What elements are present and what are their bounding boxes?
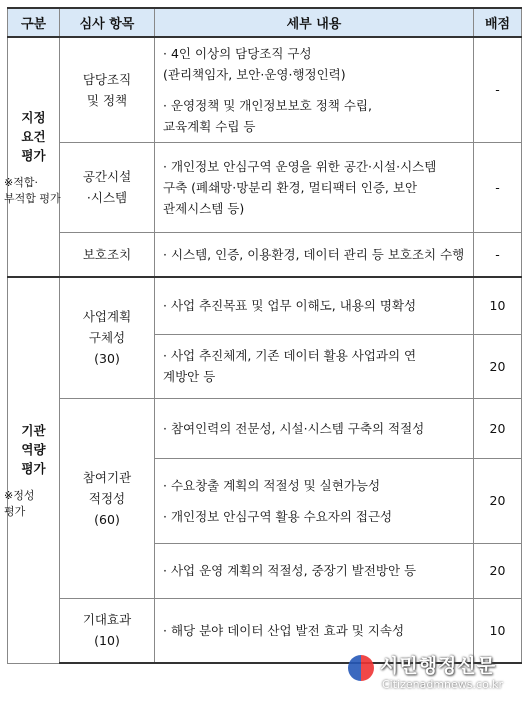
header-details: 세부 내용	[155, 8, 474, 37]
score-cell: 20	[474, 543, 522, 598]
header-review-item: 심사 항목	[60, 8, 155, 37]
detail-cell	[155, 543, 474, 598]
detail-line: · 4인 이상의 담당조직 구성	[163, 45, 312, 61]
detail-line: 관제시스템 등)	[163, 200, 245, 216]
category-title-line: 지정	[21, 109, 46, 125]
category-title-line: 평가	[21, 147, 46, 163]
detail-line: 구축 (폐쇄망·망분리 환경, 멀티팩터 인증, 보안	[163, 179, 418, 195]
table-row	[8, 277, 522, 334]
review-item-cell	[60, 398, 155, 598]
detail-line: · 시스템, 인증, 이용환경, 데이터 관리 등 보호조치 수행	[163, 246, 465, 262]
detail-line: · 참여인력의 전문성, 시설·시스템 구축의 적절성	[163, 420, 425, 436]
review-item-line: 적정성	[88, 490, 126, 506]
detail-line: 계방안 등	[163, 369, 216, 384]
header-score: 배점	[474, 8, 522, 37]
category-note-line: ※적합·	[4, 175, 38, 189]
category-title-line: 평가	[21, 460, 46, 476]
category-cell	[4, 277, 60, 663]
evaluation-table-container	[4, 7, 521, 699]
score-cell: -	[474, 37, 522, 142]
score-cell: 20	[474, 398, 522, 458]
table-row	[8, 37, 522, 142]
score-cell: 10	[474, 598, 522, 663]
review-item-line: 및 정책	[86, 92, 128, 108]
detail-cell	[155, 398, 474, 458]
table-row	[8, 232, 522, 277]
publisher-url: Citizenadmnews.co.kr	[382, 678, 503, 691]
category-title	[8, 421, 59, 478]
review-item-line: (60)	[94, 511, 120, 527]
detail-cell	[155, 37, 474, 142]
detail-line: · 사업 추진목표 및 업무 이해도, 내용의 명확성	[163, 298, 417, 314]
review-item-cell	[60, 37, 155, 142]
publisher-logo-icon	[348, 655, 374, 681]
score-cell: -	[474, 232, 522, 277]
review-item-line: 사업계획	[82, 309, 132, 325]
review-item-line: 공간시설	[82, 169, 132, 184]
category-note-line: ※정성	[4, 488, 35, 502]
detail-cell	[155, 334, 474, 398]
score-cell: 20	[474, 334, 522, 398]
review-item-line: (10)	[94, 633, 120, 649]
review-item-line: (30)	[94, 351, 120, 367]
detail-cell	[155, 142, 474, 232]
detail-line: · 사업 운영 계획의 적절성, 중장기 발전방안 등	[163, 563, 417, 578]
category-title	[8, 108, 59, 165]
review-item-line: 구체성	[88, 330, 126, 346]
evaluation-criteria-table	[4, 7, 522, 664]
table-row	[8, 142, 522, 232]
category-note-line: 부적합 평가	[4, 191, 61, 205]
detail-line: · 수요창출 계획의 적절성 및 실현가능성	[163, 477, 381, 493]
score-cell: 20	[474, 458, 522, 543]
category-note-line: 평가	[4, 504, 26, 518]
category-title-line: 기관	[21, 422, 46, 438]
header-category: 구분	[8, 8, 60, 37]
detail-cell	[155, 277, 474, 334]
category-title-line: 요건	[21, 128, 46, 144]
review-item-line: 참여기관	[82, 469, 132, 485]
score-cell: -	[474, 142, 522, 232]
review-item-cell	[60, 277, 155, 398]
publisher-name: 시민행정신문	[380, 655, 497, 677]
category-title-line: 역량	[21, 441, 46, 457]
detail-cell	[155, 232, 474, 277]
detail-line: · 개인정보 안심구역 활용 수요자의 접근성	[163, 508, 393, 524]
detail-line: · 사업 추진체계, 기존 데이터 활용 사업과의 연	[163, 348, 417, 363]
category-note	[4, 488, 59, 520]
publisher-watermark	[346, 645, 521, 699]
review-item-cell	[60, 598, 155, 663]
review-item-line: 기대효과	[82, 612, 132, 628]
review-item-line: 담당조직	[82, 71, 132, 87]
category-note	[4, 175, 59, 207]
review-item-cell	[60, 142, 155, 232]
detail-line: (관리책임자, 보안·운영·행정인력)	[163, 66, 346, 82]
table-header-row	[8, 8, 522, 37]
score-cell: 10	[474, 277, 522, 334]
detail-cell	[155, 458, 474, 543]
category-cell	[4, 37, 61, 277]
table-row	[8, 398, 522, 458]
review-item-line: ·시스템	[86, 190, 128, 205]
detail-line: · 해당 분야 데이터 산업 발전 효과 및 지속성	[163, 622, 405, 638]
review-item-cell	[60, 232, 155, 277]
detail-line: · 개인정보 안심구역 운영을 위한 공간·시설·시스템	[163, 158, 437, 174]
review-item-line: 보호조치	[82, 246, 132, 262]
detail-line: · 운영정책 및 개인정보보호 정책 수립,	[163, 97, 372, 113]
detail-line: 교육계획 수립 등	[163, 118, 256, 134]
